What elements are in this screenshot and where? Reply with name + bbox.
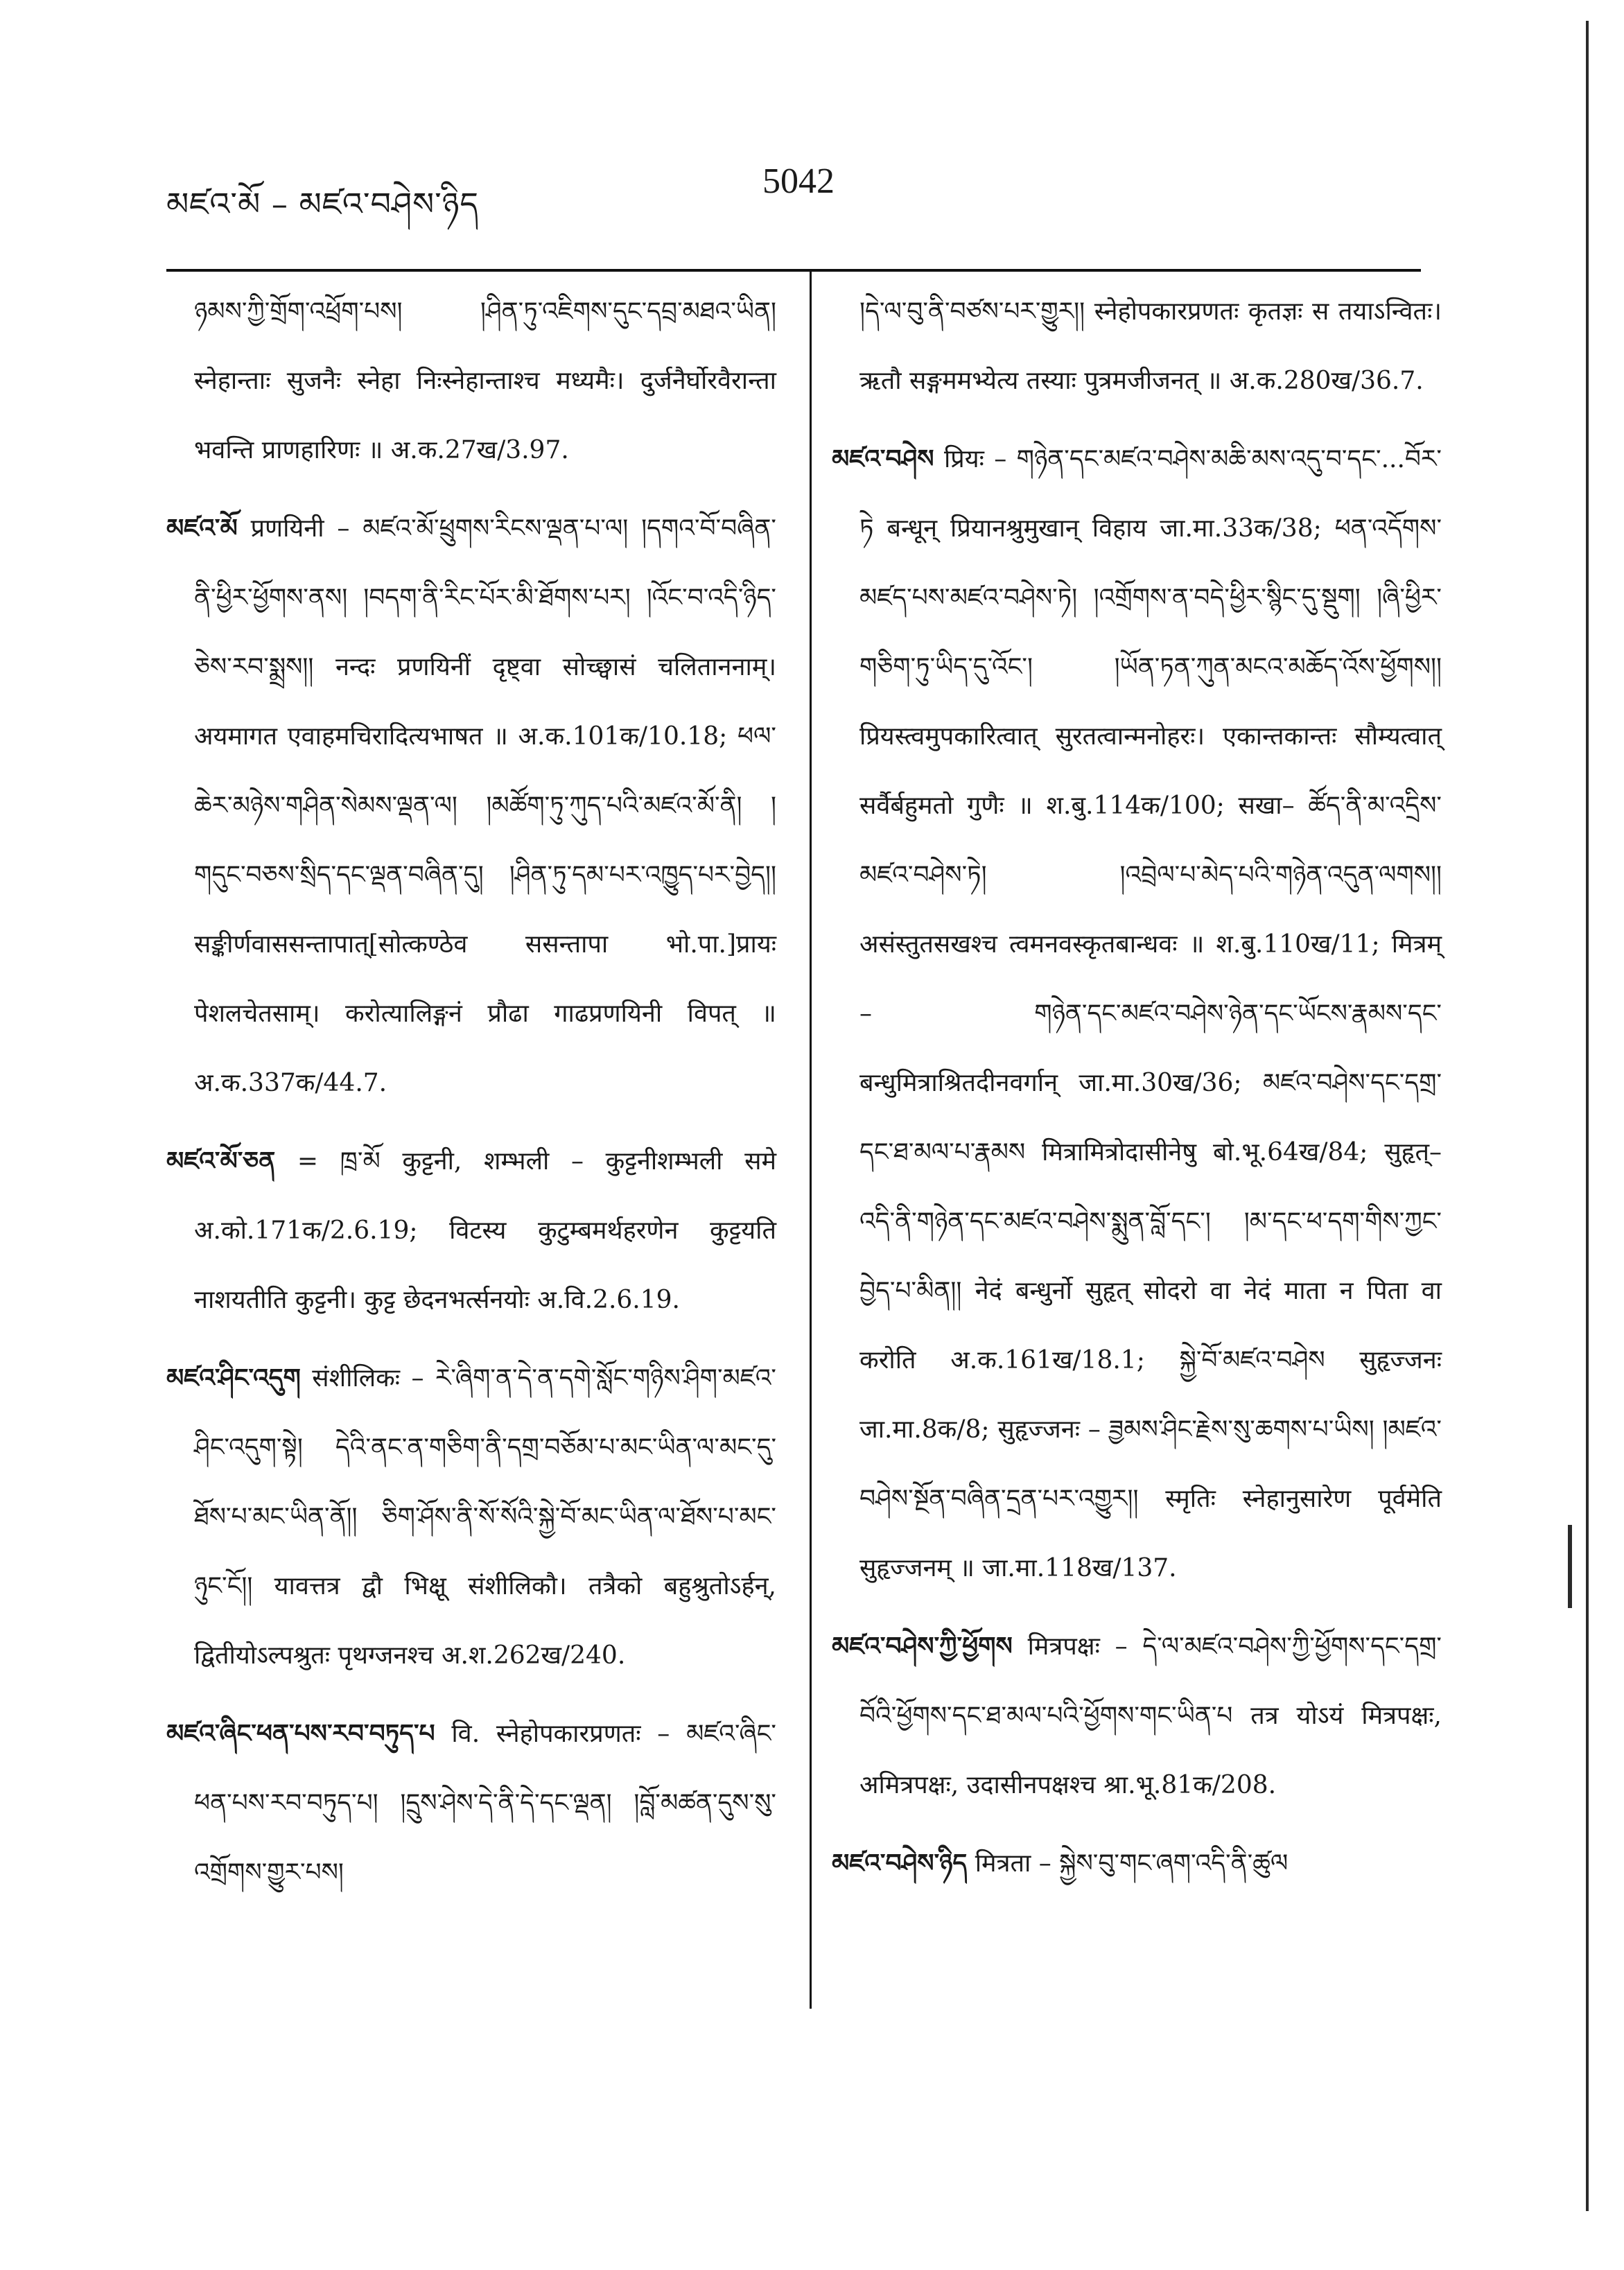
entry-headword: མཛའ་བཤེས་ཉིད bbox=[832, 1849, 968, 1878]
dictionary-entry bbox=[166, 1699, 776, 1907]
column-divider bbox=[810, 269, 812, 2009]
dictionary-entry bbox=[832, 1612, 1442, 1820]
entry-text: वि. स्नेहोपकारप्रणतः – མཛའ་ཞིང་ཕན་པས་རབ་བཏུད་པ། །དྲུས་ཤེས་དེ་ནི་དེ་དང་ལྡན། །བློ་མཚན་དུས་སུ་འགྲོགས་གྱུར་པས། bbox=[194, 1720, 776, 1887]
running-head: མཛའ་མོ – མཛའ་བཤེས་ཉིད bbox=[166, 185, 480, 222]
dictionary-entry bbox=[166, 1343, 776, 1691]
scan-edge-mark bbox=[1568, 1525, 1572, 1608]
entry-text: मित्रता – སྐྱེས་བུ་གང་ཞག་འདི་ནི་ཚུལ bbox=[975, 1849, 1289, 1878]
page-header bbox=[166, 154, 1430, 230]
entry-headword: མཛའ་ཤིང་འདུག bbox=[166, 1363, 301, 1392]
entry-text: मित्रपक्षः – དེ་ལ་མཛའ་བཤེས་ཀྱི་ཕྱོགས་དང་དགྲ་བོའི་ཕྱོགས་དང་ཐ་མལ་པའི་ཕྱོགས་གང་ཡིན་པ तत्र योऽयं मित्रपक्षः, अमित्रपक्षः, उदासीनपक्षश्च श्रा.भू.81क/208. bbox=[859, 1632, 1442, 1799]
right-column bbox=[832, 277, 1442, 1907]
header-rule bbox=[166, 269, 1421, 272]
dictionary-entry bbox=[166, 494, 776, 1118]
dictionary-entry bbox=[832, 1828, 1442, 1898]
entry-headword: མཛའ་བཤེས bbox=[832, 444, 934, 473]
entry-text: ཉམས་ཀྱི་གྲོག་འཕྲོག་པས། །ཤིན་ཏུ་འཇིགས་དུང་དབྲ་མཐའ་ཡིན། स्नेहान्ताः सुजनैः स्नेहा निःस्नेहान्ताश्च मध्यमैः। दुर्जनैर्घोरवैरान्ता भवन्ति प्राणहारिणः ॥ अ.क.27ख/3.97. bbox=[194, 297, 776, 464]
entry-text: = ཁྲ་མོ कुट्टनी, शम्भली – कुट्टनीशम्भली समे अ.को.171क/2.6.19; विटस्य कुटुम्बमर्थहरणेन कुट्टयति नाशयतीति कुट्टनी। कुट्ट छेदनभर्त्सनयोः अ.वि.2.6.19. bbox=[194, 1147, 776, 1314]
dictionary-entry bbox=[166, 1126, 776, 1335]
entry-text: །དེ་ལ་བུ་ནི་བཙས་པར་གྱུར།། स्नेहोपकारप्रणतः कृतज्ञः स तयाऽन्वितः। ऋतौ सङ्गममभ्येत्य तस्याः पुत्रमजीजनत् ॥ अ.क.280ख/36.7. bbox=[859, 297, 1442, 395]
dictionary-entry bbox=[832, 424, 1442, 1603]
entry-headword: མཛའ་མོ bbox=[166, 514, 238, 543]
entry-headword: མཛའ་མོ་ཅན bbox=[166, 1146, 276, 1176]
entry-continuation bbox=[166, 277, 776, 485]
page-number: 5042 bbox=[762, 161, 835, 201]
entry-headword: མཛའ་ཞིང་ཕན་པས་རབ་བཏུད་པ bbox=[166, 1719, 435, 1748]
entry-text: संशीलिकः – རེ་ཞིག་ན་དེ་ན་དགེ་སློང་གཉིས་ཤིག་མཛའ་ཤིང་འདུག་སྟེ། དེའི་ནང་ན་གཅིག་ནི་དགྲ་བཅོམ་པ་མང་ཡིན་ལ་མང་དུ་ཐོས་པ་མང་ཡིན་ནོ།། ཅིག་ཤོས་ནི་སོ་སོའི་སྐྱེ་བོ་མང་ཡིན་ལ་ཐོས་པ་མང་ཉུང་ངོ།། यावत्तत्र द्वौ भिक्षू संशीलिकौ। तत्रैको बहुश्रुतोऽर्हन्, द्वितीयोऽल्पश्रुतः पृथग्जनश्च अ.श.262ख/240. bbox=[194, 1364, 776, 1670]
scan-edge-line bbox=[1586, 21, 1589, 2211]
entry-text: प्रियः – གཉེན་དང་མཛའ་བཤེས་མཆི་མས་འདུ་བ་དང་...བོར་ཏེ बन्धून् प्रियानश्रुमुखान् विहाय जा.मा.33क/38; ཕན་འདོགས་མཛད་པས་མཛའ་བཤེས་ཏེ། །འགྲོགས་ན་བདེ་ཕྱིར་སྙིང་དུ་སྡུག། །ཞི་ཕྱིར་གཅིག་ཏུ་ཡིད་དུ་འོང་། །ཡོན་ཏན་ཀུན་མངའ་མཆོད་འོས་ཕྱོགས།། प्रियस्त्वमुपकारित्वात् सुरतत्वान्मनोहरः। एकान्तकान्तः सौम्यत्वात् सर्वैर्बहुमतो गुणैः ॥ श.बु.114क/100; सखा– ཚོད་ནི་མ་འདྲིས་མཛའ་བཤེས་ཏེ། །འབྲེལ་པ་མེད་པའི་གཉེན་འདུན་ལགས།། असंस्तुतसखश्च त्वमनवस्कृतबान्धवः ॥ श.बु.110ख/11; मित्रम् – གཉེན་དང་མཛའ་བཤེས་ཉེན་དང་ཡོངས་རྣམས་དང་ बन्धुमित्राश्रितदीनवर्गान् जा.मा.30ख/36; མཛའ་བཤེས་དང་དགྲ་དང་ཐ་མལ་པ་རྣམས मित्रामित्रोदासीनेषु बो.भू.64ख/84; सुहृत्– འདི་ནི་གཉེན་དང་མཛའ་བཤེས་སྨུན་བློ་དང་། །མ་དང་ཕ་དག་གིས་ཀྱང་བྱེད་པ་མིན།། नेदं बन्धुर्नो सुहृत् सोदरो वा नेदं माता न पिता वा करोति अ.क.161ख/18.1; སྐྱེ་བོ་མཛའ་བཤེས सुहृज्जनः जा.मा.8क/8; सुहृज्जनः – ཟྱམས་ཤིང་རྗེས་སུ་ཆགས་པ་ཡིས། །མཛའ་བཤེས་སྔོན་བཞིན་དྲན་པར་འགྱུར།། स्मृतिः स्नेहानुसारेण पूर्वमेति सुहृज्जनम् ॥ जा.मा.118ख/137. bbox=[859, 445, 1442, 1582]
left-column bbox=[166, 277, 776, 1916]
entry-continuation bbox=[832, 277, 1442, 416]
entry-text: प्रणयिनी – མཛའ་མོ་ཕྲུགས་རིངས་ལྡན་པ་ལ། །དགའ་བོ་བཞིན་ནི་ཕྱིར་ཕྱོགས་ནས། །བདག་ནི་རིང་པོར་མི་ཐོགས་པར། །འོང་བ་འདི་ཉིད་ཅེས་རབ་སྨྲས།། नन्दः प्रणयिनीं दृष्ट्वा सोच्छ्वासं चलिताननाम्। अयमागत एवाहमचिरादित्यभाषत ॥ अ.क.101क/10.18; ཕལ་ཆེར་མཉེས་གཤིན་སེམས་ལྡན་ལ། །མཚོག་ཏུ་ཀུད་པའི་མཛའ་མོ་ནི། །གདུང་བཅས་སྲིད་དང་ལྡན་བཞིན་དུ། །ཤིན་ཏུ་དམ་པར་འཁྱུད་པར་བྱེད།། सङ्कीर्णवाससन्तापात्[सोत्कण्ठेव ससन्तापा भो.पा.]प्रायः पेशलचेतसाम्। करोत्यालिङ्गनं प्रौढा गाढप्रणयिनी विपत् ॥ अ.क.337क/44.7. bbox=[194, 514, 776, 1097]
entry-headword: མཛའ་བཤེས་ཀྱི་ཕྱོགས bbox=[832, 1632, 1013, 1661]
